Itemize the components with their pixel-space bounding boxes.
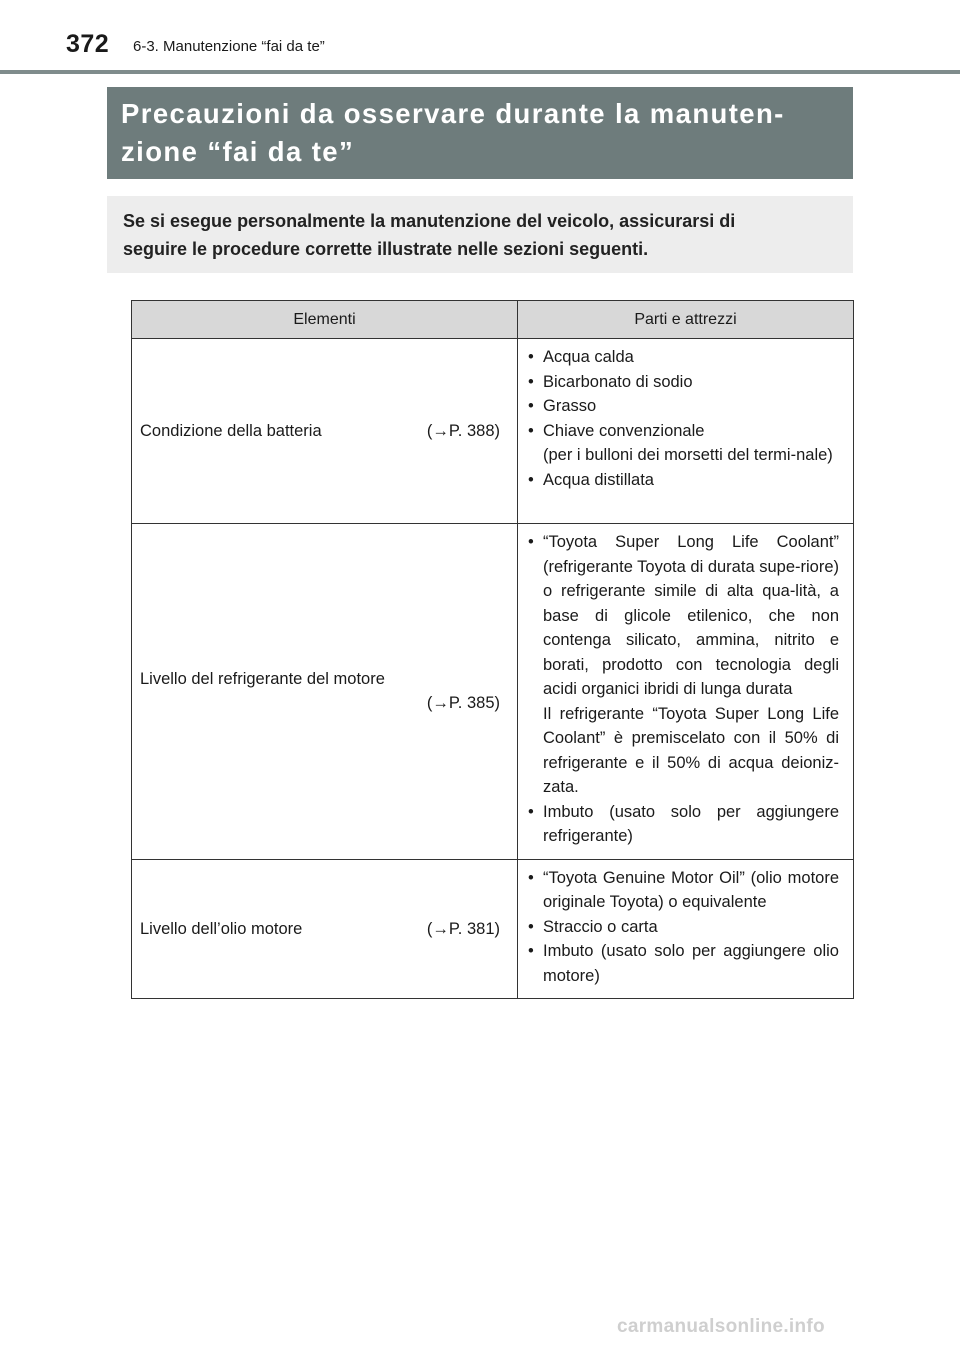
header-parti: Parti e attrezzi bbox=[518, 301, 854, 339]
table-header-row bbox=[132, 301, 854, 339]
list-item: • Grasso bbox=[528, 394, 839, 419]
item-label: Livello del refrigerante del motore bbox=[140, 670, 385, 689]
item-cell bbox=[132, 339, 518, 524]
page-title-line-1: Precauzioni da osservare durante la manuten- bbox=[121, 98, 785, 129]
item-cell bbox=[132, 859, 518, 999]
table-row bbox=[132, 859, 854, 999]
section-title: 6-3. Manutenzione “fai da te” bbox=[133, 38, 325, 55]
table-row bbox=[132, 524, 854, 860]
list-item: • Imbuto (usato solo per aggiungere olio motore) bbox=[528, 939, 839, 988]
table-row bbox=[132, 339, 854, 524]
list-item: • Bicarbonato di sodio bbox=[528, 370, 839, 395]
list-item: • Acqua distillata bbox=[528, 468, 839, 493]
list-item-text: • Chiave convenzionale bbox=[543, 421, 705, 440]
header-rule bbox=[0, 70, 960, 74]
list-item-text: • “Toyota Super Long Life Coolant” (refrigerante Toyota di durata supe-riore) o refrigerante simile di alta qua-lità, a base di glicole etilenico, che non contenga silicato, ammina, nitrito e borati, prodotto con tecnologia degli acidi organici ibridi di lunga durata bbox=[543, 533, 839, 698]
item-label: Condizione della batteria bbox=[140, 422, 322, 440]
page-title-line-2: zione “fai da te” bbox=[121, 136, 355, 167]
item-label: Livello dell’olio motore bbox=[140, 919, 303, 938]
tools-cell bbox=[518, 524, 854, 860]
tools-cell bbox=[518, 859, 854, 999]
parts-table bbox=[131, 300, 854, 999]
list-item: • Acqua calda bbox=[528, 345, 839, 370]
list-item: • “Toyota Genuine Motor Oil” (olio motore originale Toyota) o equivalente bbox=[528, 866, 839, 915]
title-banner bbox=[107, 87, 853, 179]
intro-box bbox=[107, 196, 853, 273]
page-number: 372 bbox=[66, 30, 110, 58]
tools-cell bbox=[518, 339, 854, 524]
watermark: carmanualsonline.info bbox=[617, 1316, 825, 1337]
header-elementi: Elementi bbox=[132, 301, 518, 339]
intro-line-2: seguire le procedure corrette illustrate nelle sezioni seguenti. bbox=[123, 239, 649, 259]
list-item bbox=[528, 419, 839, 468]
list-item-note: Il refrigerante “Toyota Super Long Life Coolant” è premiscelato con il 50% di refrigerante e il 50% di acqua deioniz-zata. bbox=[543, 704, 839, 796]
page-reference-link[interactable]: (→P. 381) bbox=[426, 919, 500, 938]
page-reference-link[interactable]: (→P. 385) bbox=[426, 694, 500, 713]
list-item: • Straccio o carta bbox=[528, 915, 839, 940]
list-item bbox=[528, 530, 839, 800]
item-cell bbox=[132, 524, 518, 860]
list-item-note: (per i bulloni dei morsetti del termi-nale) bbox=[543, 446, 833, 464]
intro-line-1: Se si esegue personalmente la manutenzione del veicolo, assicurarsi di bbox=[123, 211, 736, 231]
page-reference-link[interactable]: (→P. 388) bbox=[426, 422, 500, 440]
list-item: • Imbuto (usato solo per aggiungere refrigerante) bbox=[528, 800, 839, 849]
